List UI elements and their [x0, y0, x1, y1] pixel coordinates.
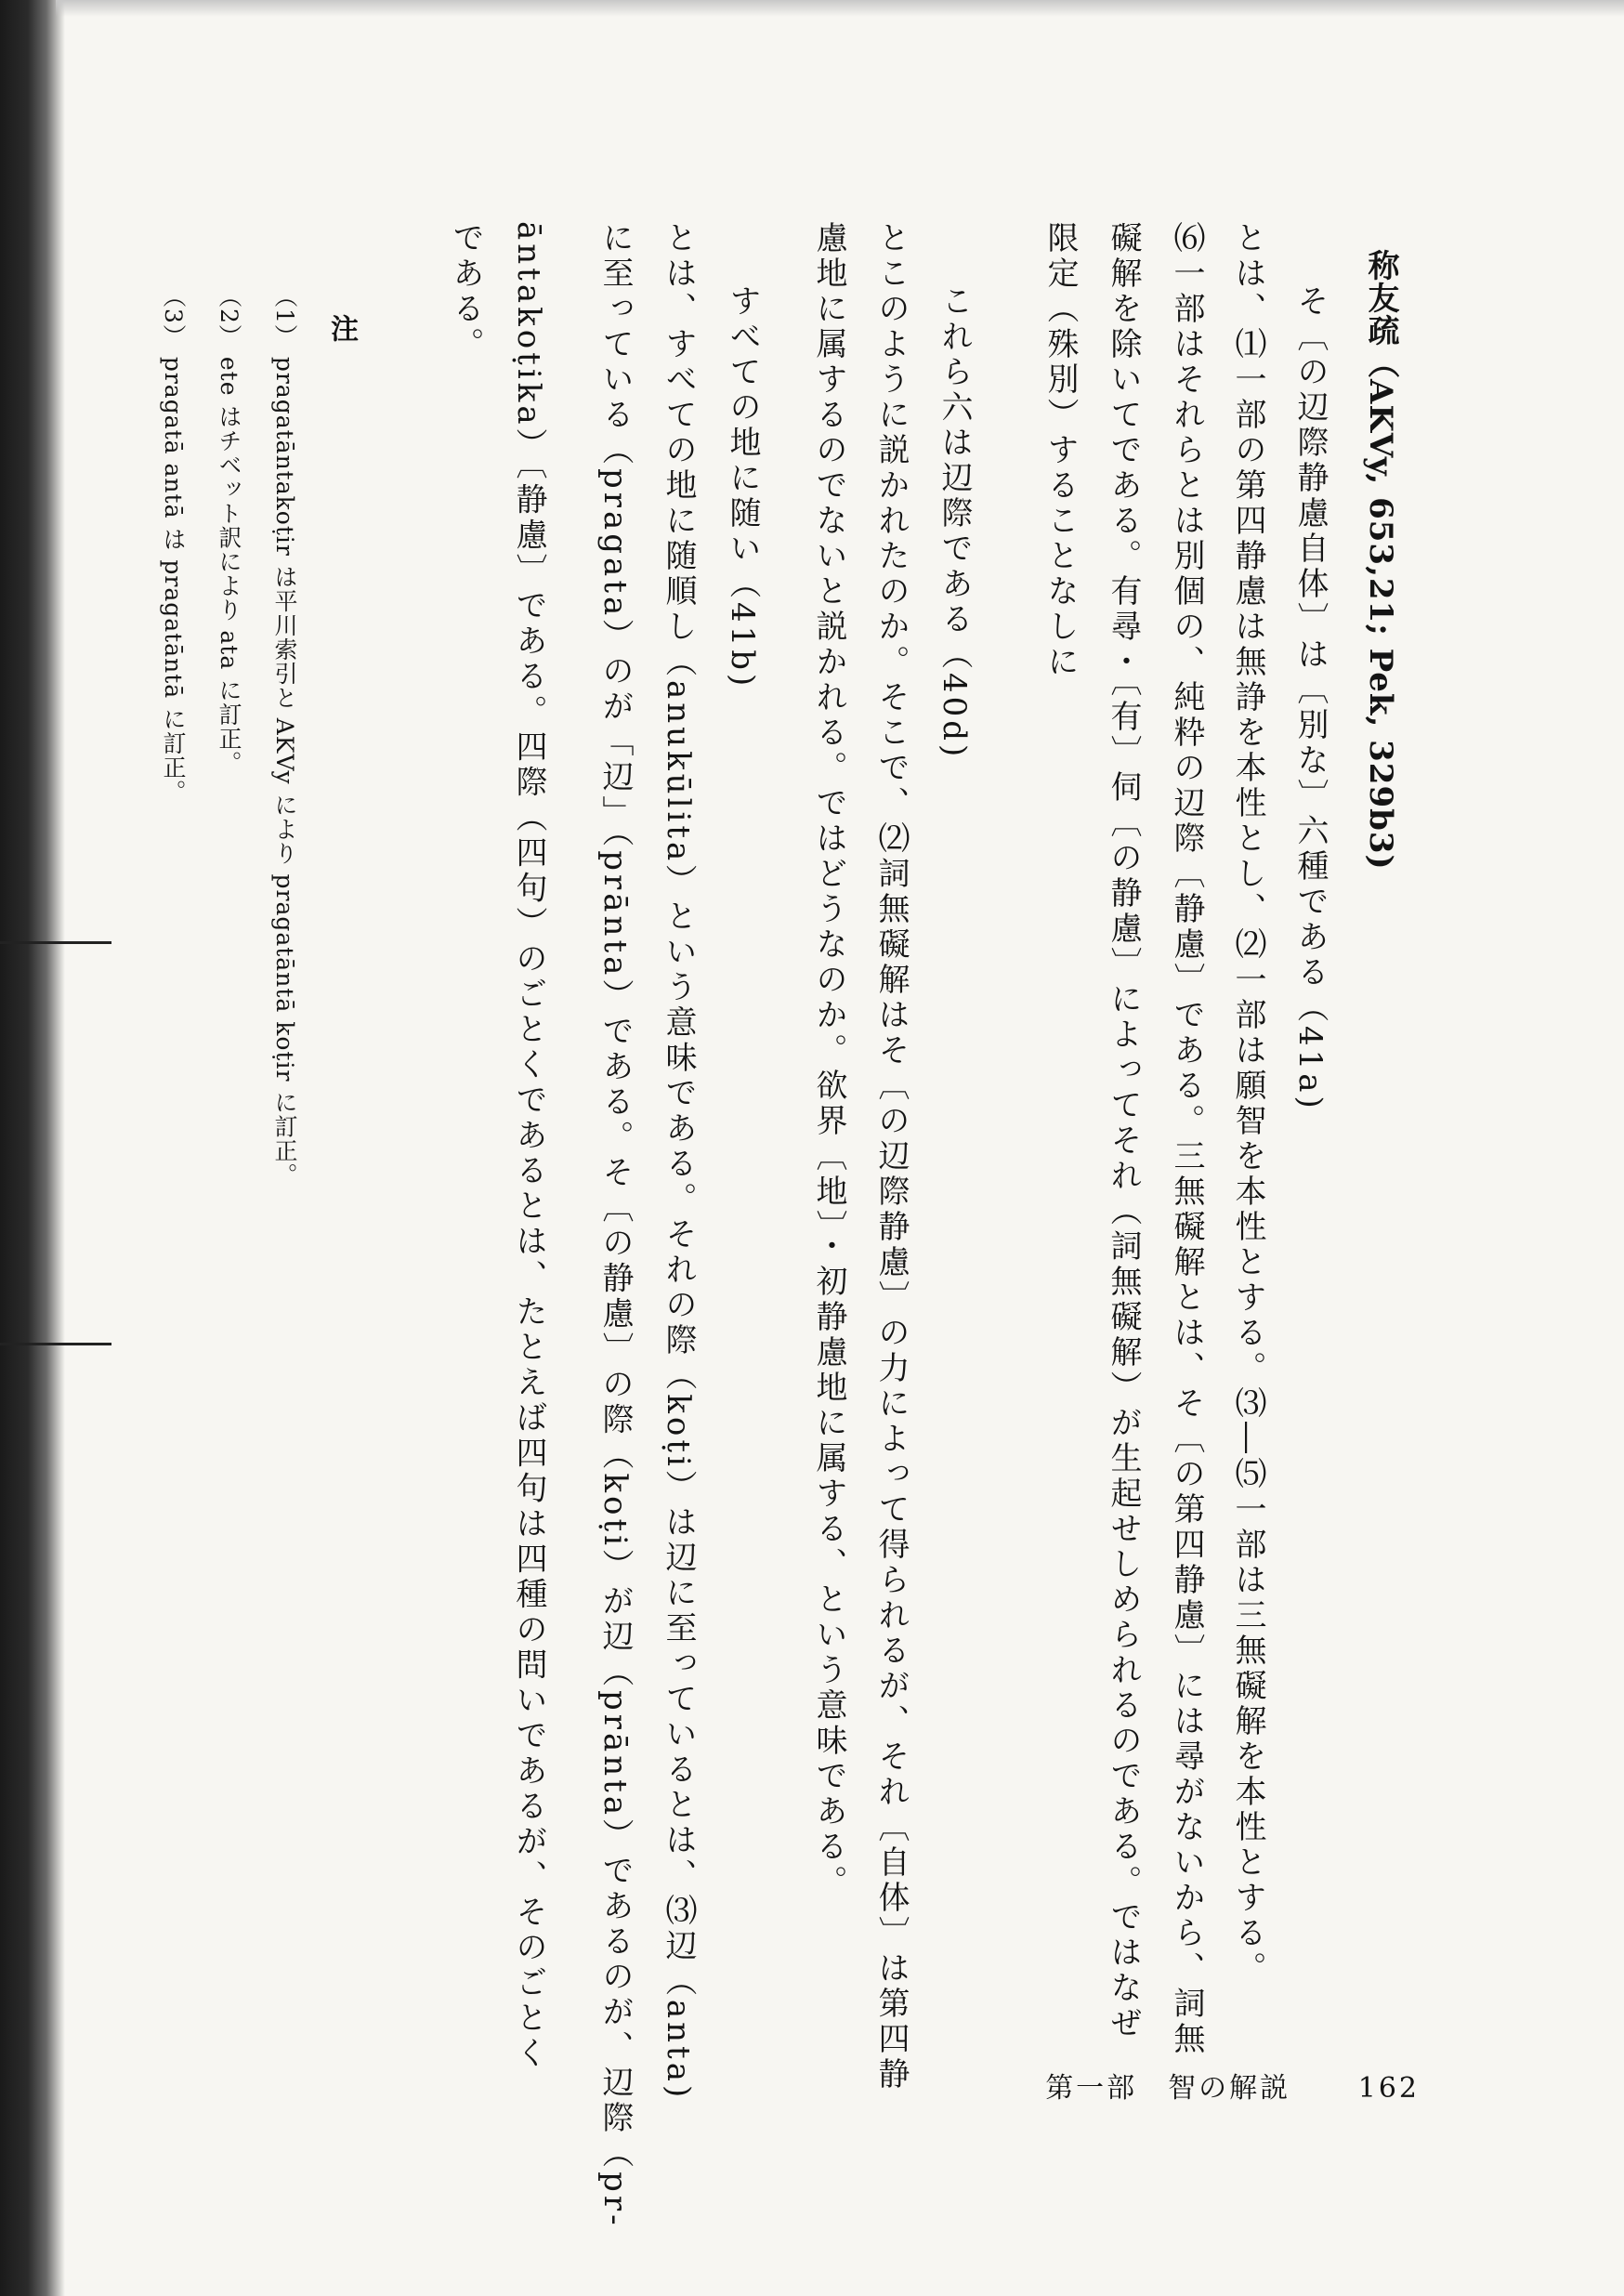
note-item: （1） pragatāntakoṭir は平川索引と AKVy により pragatāntā koṭir に訂正。 [271, 284, 298, 1187]
text-line: すべての地に随い（41b) [724, 284, 761, 690]
scan-edge [0, 0, 65, 2296]
text-line: これら六は辺際である（40d) [936, 284, 973, 761]
text-line: とは、すべての地に随順し（anukūlita）という意味である。それの際（koṭi）は辺に至っているとは、⑶辺（anta) [660, 221, 697, 2102]
text-line: に至っている（pragata）のが「辺」（prānta）である。そ〔の静慮〕の際（koṭi）が辺（prānta）であるのが、辺際（pr- [596, 221, 634, 2229]
scan-mark [0, 941, 111, 944]
page-footer [1045, 2065, 1420, 2106]
scan-top-shadow [56, 0, 1624, 17]
scan-mark [0, 1343, 111, 1345]
text-line: ⑹一部はそれらとは別個の、純粋の辺際〔静慮〕である。三無礙解とは、そ〔の第四静慮〕には尋がないから、詞無 [1168, 221, 1205, 2057]
text-line: とこのように説かれたのか。そこで、⑵詞無礙解はそ〔の辺際静慮〕の力によって得られるが、それ〔自体〕は第四静 [872, 221, 910, 2093]
note-item: （3） pragatā antā は pragatāntā に訂正。 [160, 284, 187, 805]
text-line: 限定（殊別）することなしに [1041, 221, 1079, 680]
text-line: 慮地に属するのでないと説かれる。ではどうなのか。欲界〔地〕・初静慮地に属する、という意味である。 [810, 221, 847, 1900]
text-line: とは、⑴一部の第四静慮は無諍を本性とし、⑵一部は願智を本性とする。⑶―⑸一部は三無礙解を本性とする。 [1229, 221, 1266, 1987]
page-number: 162 [1357, 2072, 1420, 2105]
part-title: 第一部 智の解説 [1045, 2072, 1291, 2105]
text-line: そ〔の辺際静慮自体〕は〔別な〕六種である（41a) [1291, 284, 1329, 1112]
text-line: である。 [447, 221, 484, 362]
notes-heading: 注 [325, 314, 358, 342]
section-heading: 称友疏（AKVy, 653,21; Pek, 329b3) [1362, 249, 1399, 871]
note-item: （2） ete はチベット訳により ata に訂正。 [216, 284, 242, 776]
text-line: 礙解を除いてである。有尋・〔有〕伺〔の静慮〕によってそれ（詞無礙解）が生起せしめられるのである。ではなぜ [1105, 221, 1142, 2041]
text-line: āntakoṭika）〔静慮〕である。四際（四句）のごとくであるとは、たとえば四句は四種の問いであるが、そのごとく [510, 221, 547, 2072]
